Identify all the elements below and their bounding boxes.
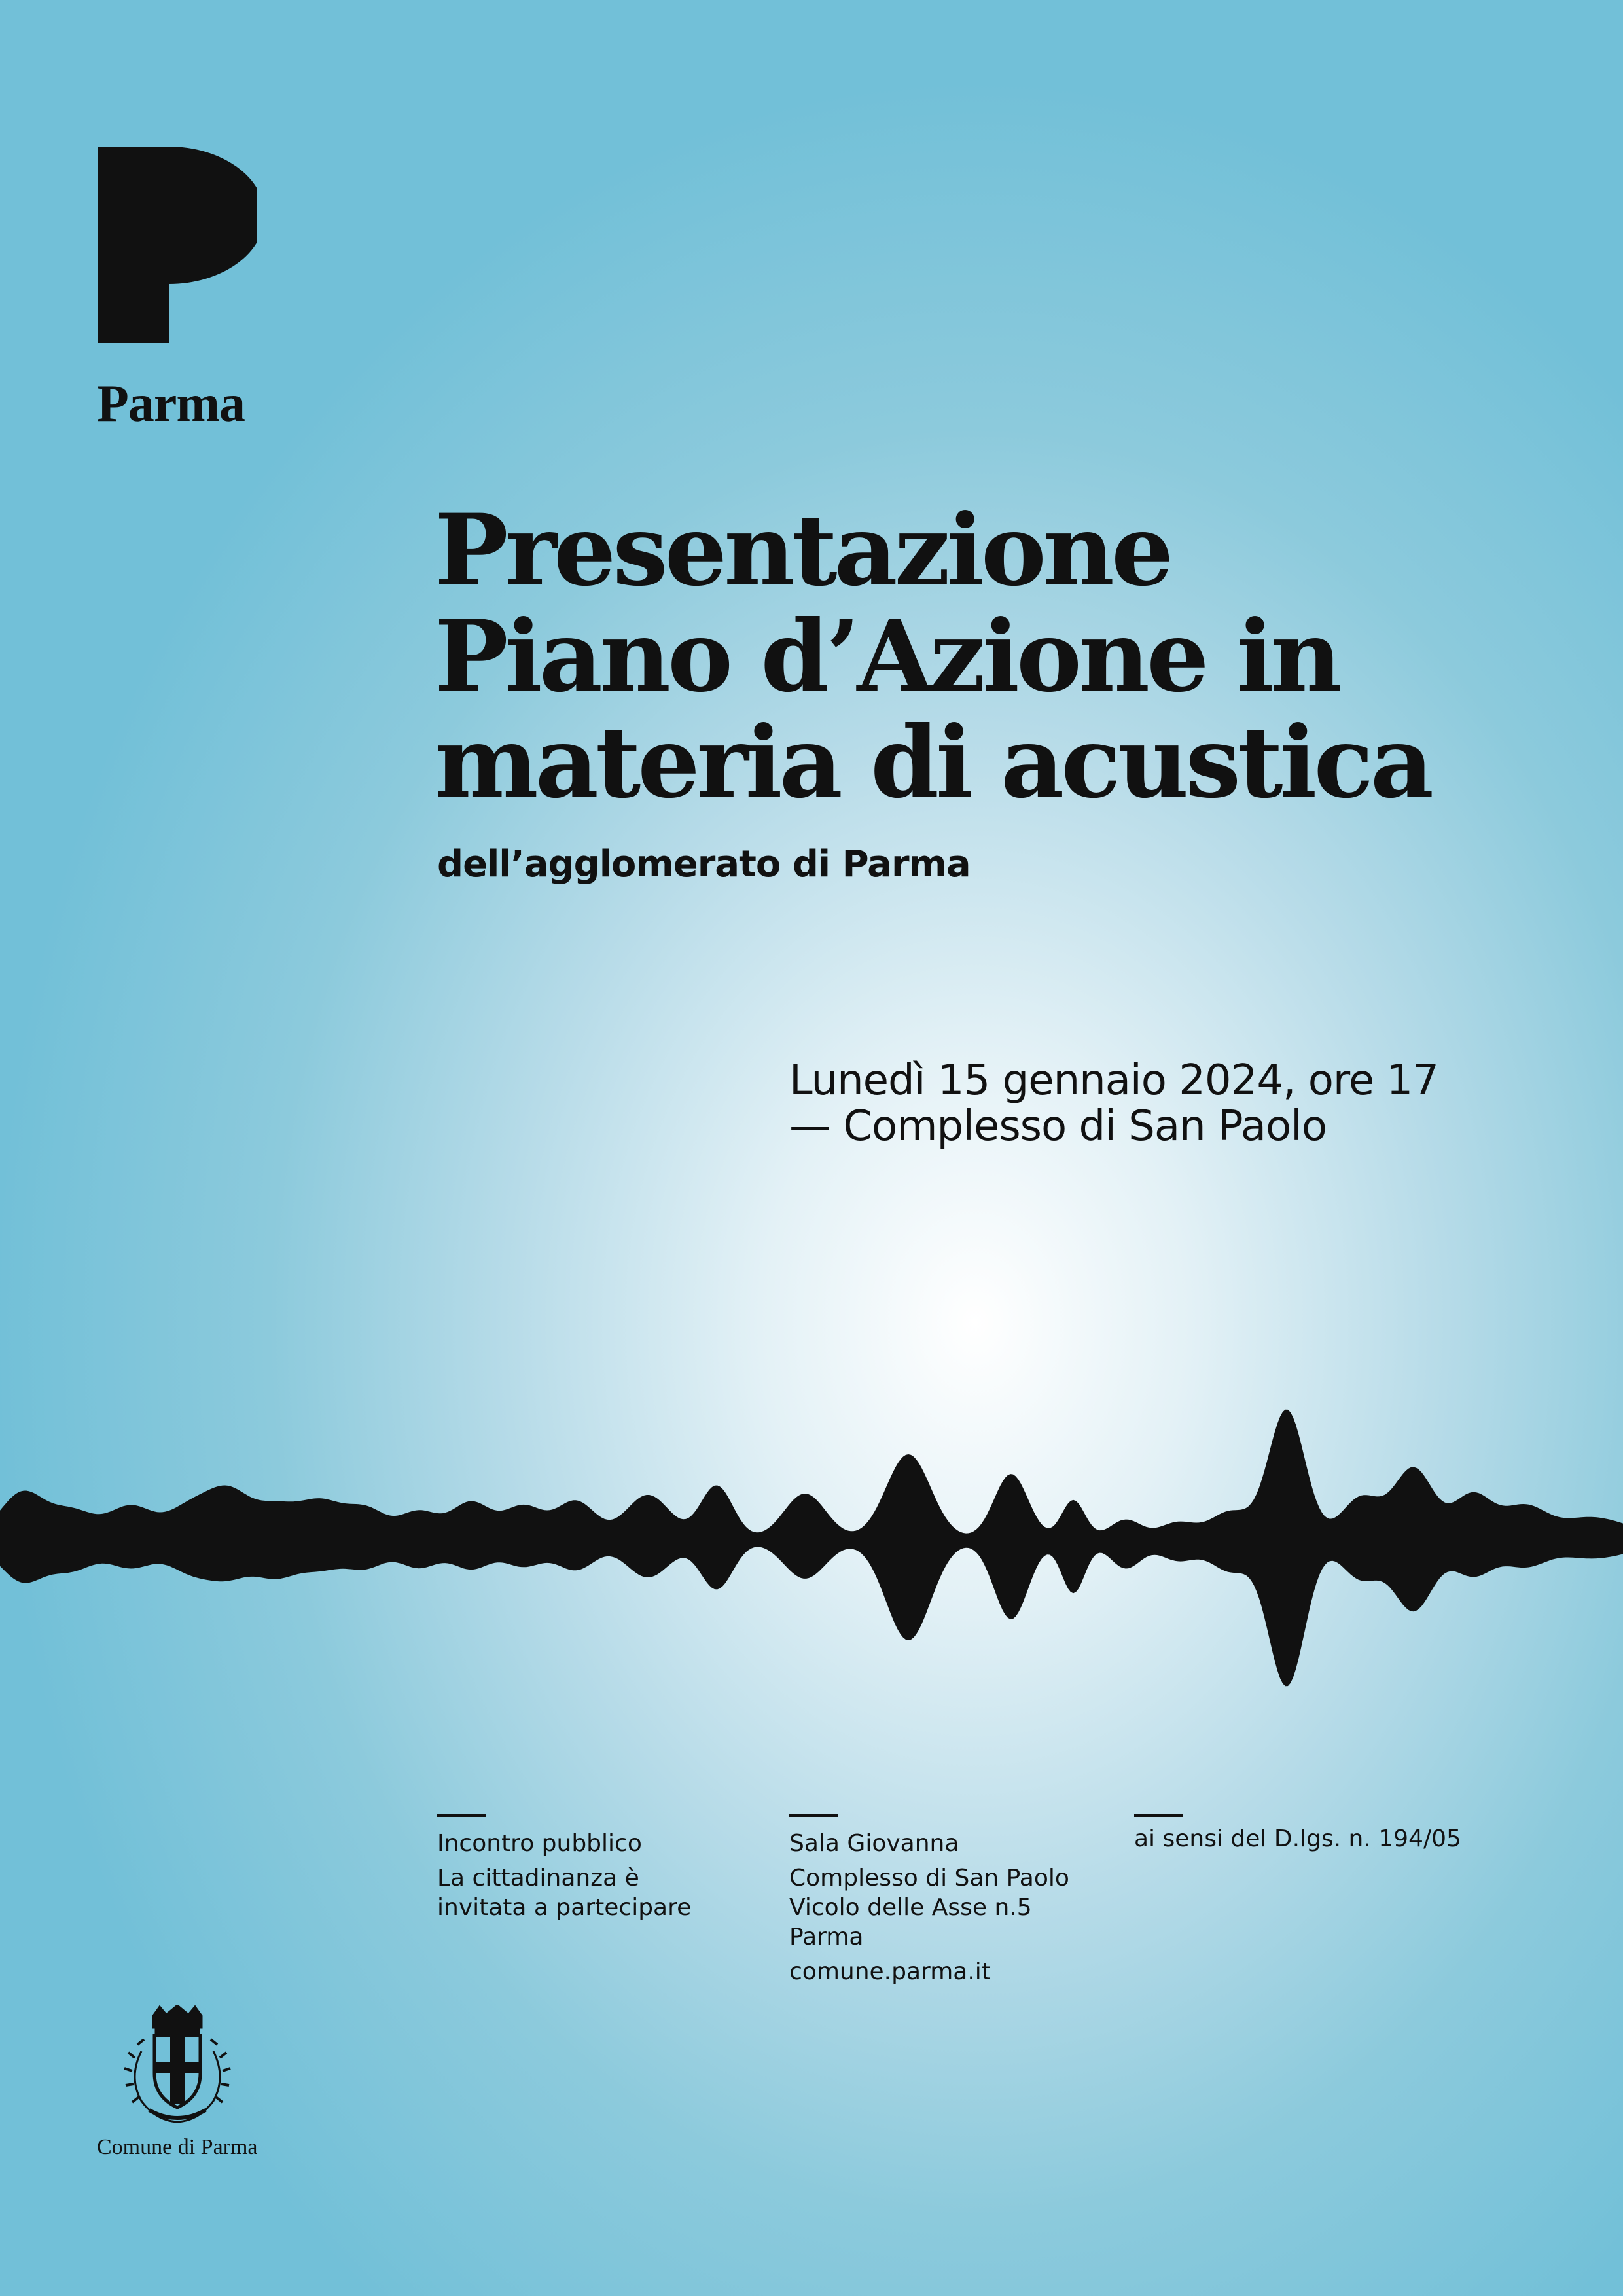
info-column-legal bbox=[1134, 1814, 1461, 1854]
event-venue: — Complesso di San Paolo bbox=[789, 1102, 1327, 1151]
page-title bbox=[435, 493, 1431, 820]
title-line: Piano d’Azione in bbox=[435, 599, 1339, 714]
comune-di-parma-crest-icon bbox=[115, 2005, 240, 2132]
parma-p-logo-icon bbox=[98, 147, 257, 343]
event-type: Incontro pubblico bbox=[437, 1830, 642, 1857]
sound-waveform-graphic bbox=[0, 1361, 1623, 1741]
room-name: Sala Giovanna bbox=[789, 1830, 959, 1857]
website-link[interactable]: comune.parma.it bbox=[789, 1958, 991, 1985]
event-note-line: invitata a partecipare bbox=[437, 1894, 692, 1921]
legal-note: ai sensi del D.lgs. n. 194/05 bbox=[1134, 1825, 1461, 1852]
address-line: Vicolo delle Asse n.5 bbox=[789, 1894, 1032, 1921]
title-line: materia di acustica bbox=[435, 705, 1431, 820]
column-divider bbox=[789, 1814, 838, 1817]
event-date: Lunedì 15 gennaio 2024, ore 17 bbox=[789, 1056, 1438, 1105]
event-when bbox=[789, 1058, 1438, 1149]
address-line: Parma bbox=[789, 1924, 864, 1950]
column-divider bbox=[1134, 1814, 1183, 1817]
info-column-location bbox=[789, 1814, 1069, 1986]
column-divider bbox=[437, 1814, 486, 1817]
title-line: Presentazione bbox=[435, 493, 1171, 608]
info-column-event bbox=[437, 1814, 691, 1922]
emblem-caption: Comune di Parma bbox=[97, 2135, 258, 2159]
subtitle: dell’agglomerato di Parma bbox=[437, 843, 971, 886]
event-note-line: La cittadinanza è bbox=[437, 1865, 639, 1892]
waveform-shape bbox=[0, 1410, 1623, 1687]
address-line: Complesso di San Paolo bbox=[789, 1865, 1069, 1892]
brand-wordmark: Parma bbox=[97, 375, 245, 433]
